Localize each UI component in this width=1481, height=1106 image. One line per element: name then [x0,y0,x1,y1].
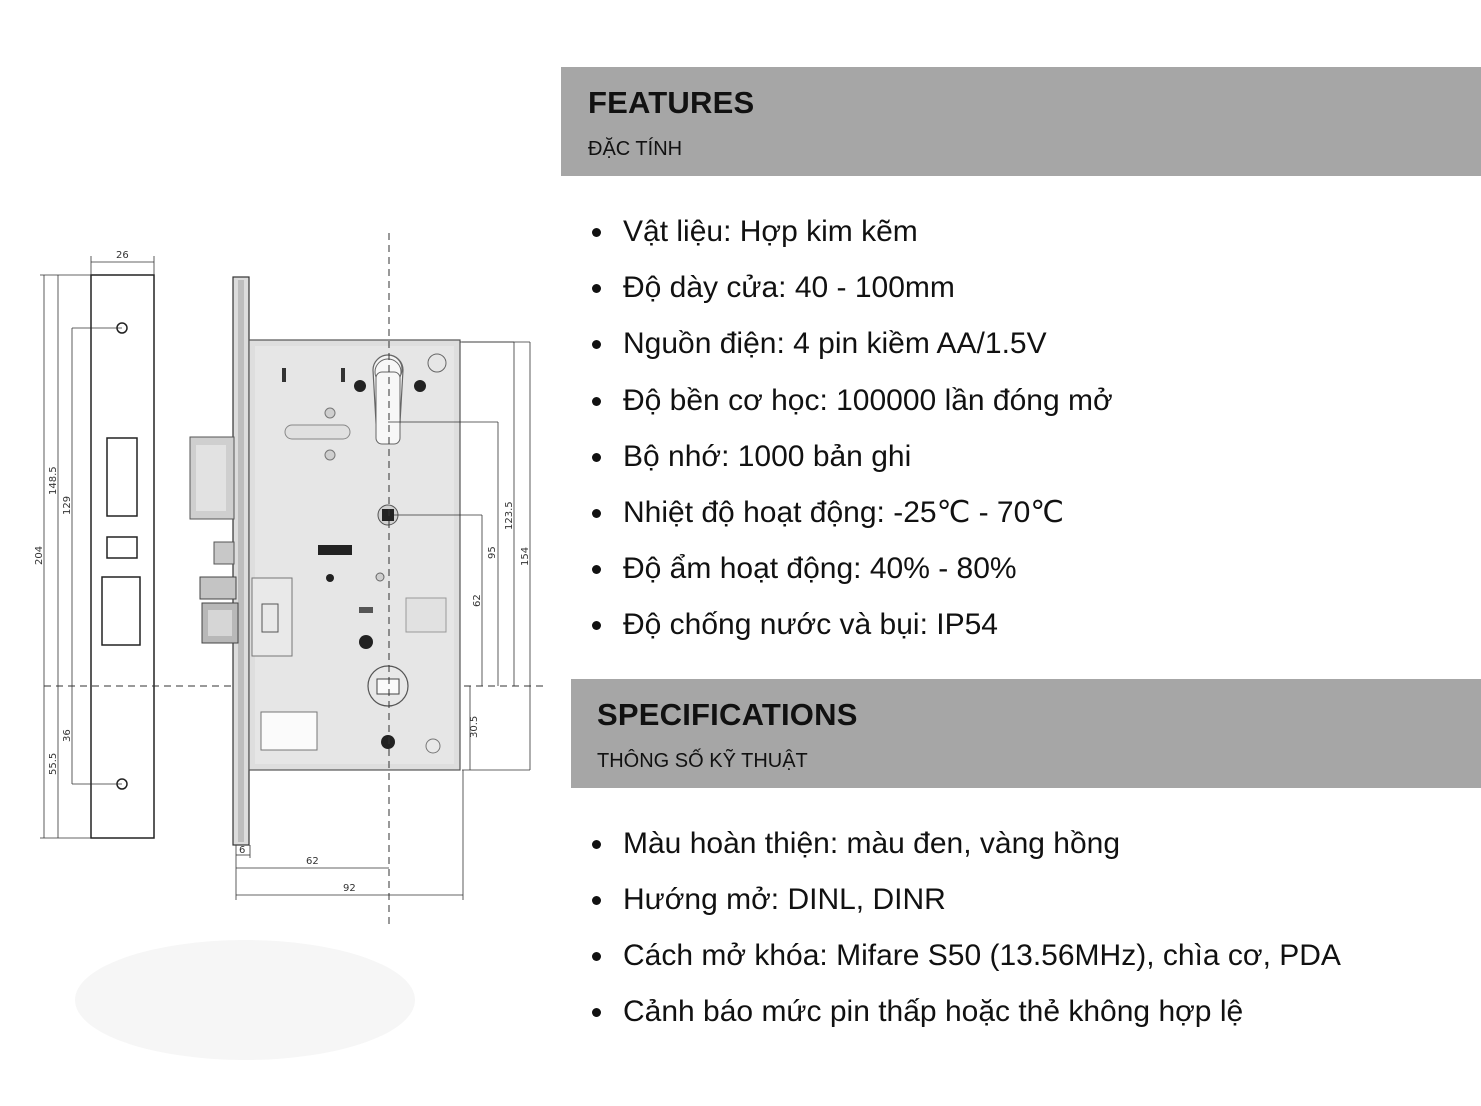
list-item: Độ chống nước và bụi: IP54 [587,607,1113,643]
dim-label-spindle: 95 [487,546,498,559]
list-item: Nguồn điện: 4 pin kiềm AA/1.5V [587,326,1113,362]
dim-label-upper-inner: 129 [62,495,73,515]
list-item: Bộ nhớ: 1000 bản ghi [587,439,1113,475]
dim-label-faceplate-width: 26 [116,250,129,261]
list-item: Cảnh báo mức pin thấp hoặc thẻ không hợp lệ [587,994,1341,1030]
list-item: Nhiệt độ hoạt động: -25℃ - 70℃ [587,495,1113,531]
list-item: Độ ẩm hoạt động: 40% - 80% [587,551,1113,587]
technical-drawing [0,0,560,1106]
specifications-title: SPECIFICATIONS [597,697,858,732]
list-item: Màu hoàn thiện: màu đen, vàng hồng [587,826,1341,862]
dim-label-front-thickness: 6 [239,845,246,856]
mortise-lock-diagram [0,0,560,1106]
list-item: Độ dày cửa: 40 - 100mm [587,270,1113,306]
dim-label-cylinder-offset: 30.5 [469,715,480,738]
dim-label-latch-offset: 62 [472,594,483,607]
dim-label-lower-inner: 36 [62,729,73,742]
specifications-list [587,826,1341,1050]
faceplate [91,275,154,838]
dim-label-keyhole-height: 123.5 [504,501,515,530]
list-item: Cách mở khóa: Mifare S50 (13.56MHz), chìa cơ, PDA [587,938,1341,974]
dim-bottom-horizontals [236,770,463,900]
lock-body [190,277,460,845]
dim-label-lower-hole: 55.5 [48,752,59,775]
shadow-blob [75,940,415,1060]
specifications-subtitle: THÔNG SỐ KỸ THUẬT [597,750,808,772]
list-item: Vật liệu: Hợp kim kẽm [587,214,1113,250]
dim-label-case-depth: 92 [343,883,356,894]
features-title: FEATURES [588,85,755,120]
features-subtitle: ĐẶC TÍNH [588,138,683,160]
dim-label-backset: 62 [306,856,319,867]
list-item: Độ bền cơ học: 100000 lần đóng mở [587,383,1113,419]
specifications-header [571,679,1481,788]
features-header [561,67,1481,176]
dim-label-upper-hole: 148.5 [48,466,59,495]
list-item: Hướng mở: DINL, DINR [587,882,1341,918]
dim-label-body-height: 154 [520,546,531,566]
features-list [587,214,1113,664]
dim-label-total-height: 204 [34,545,45,565]
